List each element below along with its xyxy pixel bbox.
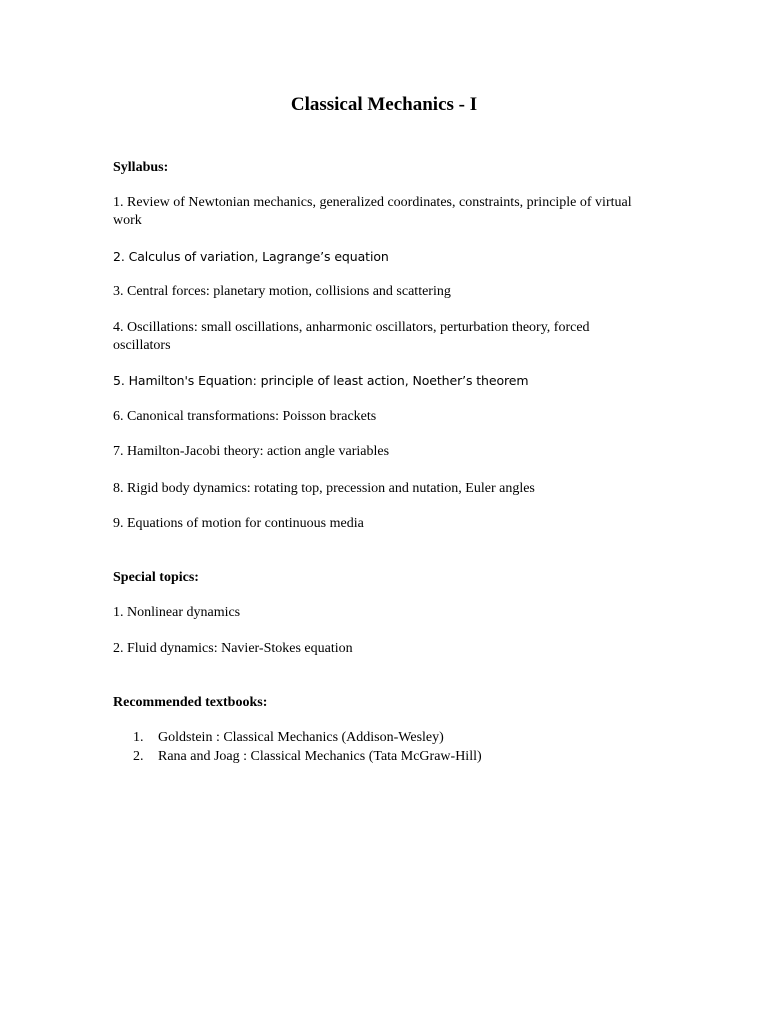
syllabus-item-9: 9. Equations of motion for continuous media bbox=[113, 516, 364, 531]
textbooks-heading: Recommended textbooks: bbox=[113, 695, 268, 710]
syllabus-item-4: 4. Oscillations: small oscillations, anharmonic oscillators, perturbation theory, forced oscillators bbox=[113, 320, 590, 353]
syllabus-item-3: 3. Central forces: planetary motion, collisions and scattering bbox=[113, 284, 451, 299]
textbook-number: 1. bbox=[133, 730, 144, 745]
textbook-title: Rana and Joag : Classical Mechanics (Tata McGraw-Hill) bbox=[158, 749, 482, 764]
textbook-item-1 bbox=[133, 729, 444, 747]
special-topic-2: 2. Fluid dynamics: Navier-Stokes equation bbox=[113, 641, 353, 656]
textbook-title: Goldstein : Classical Mechanics (Addison-Wesley) bbox=[158, 730, 444, 745]
special-topic-1: 1. Nonlinear dynamics bbox=[113, 605, 241, 620]
textbook-item-2 bbox=[133, 748, 482, 766]
syllabus-item-7: 7. Hamilton-Jacobi theory: action angle variables bbox=[113, 444, 390, 459]
syllabus-item-8: 8. Rigid body dynamics: rotating top, precession and nutation, Euler angles bbox=[113, 481, 535, 496]
syllabus-item-2: 2. Calculus of variation, Lagrange’s equation bbox=[113, 249, 389, 264]
page-title: Classical Mechanics - I bbox=[290, 94, 478, 115]
textbook-number: 2. bbox=[133, 749, 144, 764]
special-topics-heading: Special topics: bbox=[113, 570, 199, 585]
syllabus-item-6: 6. Canonical transformations: Poisson brackets bbox=[113, 409, 377, 424]
syllabus-heading: Syllabus: bbox=[113, 160, 169, 175]
syllabus-item-5: 5. Hamilton's Equation: principle of least action, Noether’s theorem bbox=[113, 373, 529, 388]
syllabus-item-1: 1. Review of Newtonian mechanics, generalized coordinates, constraints, principle of virtual work bbox=[113, 195, 632, 228]
